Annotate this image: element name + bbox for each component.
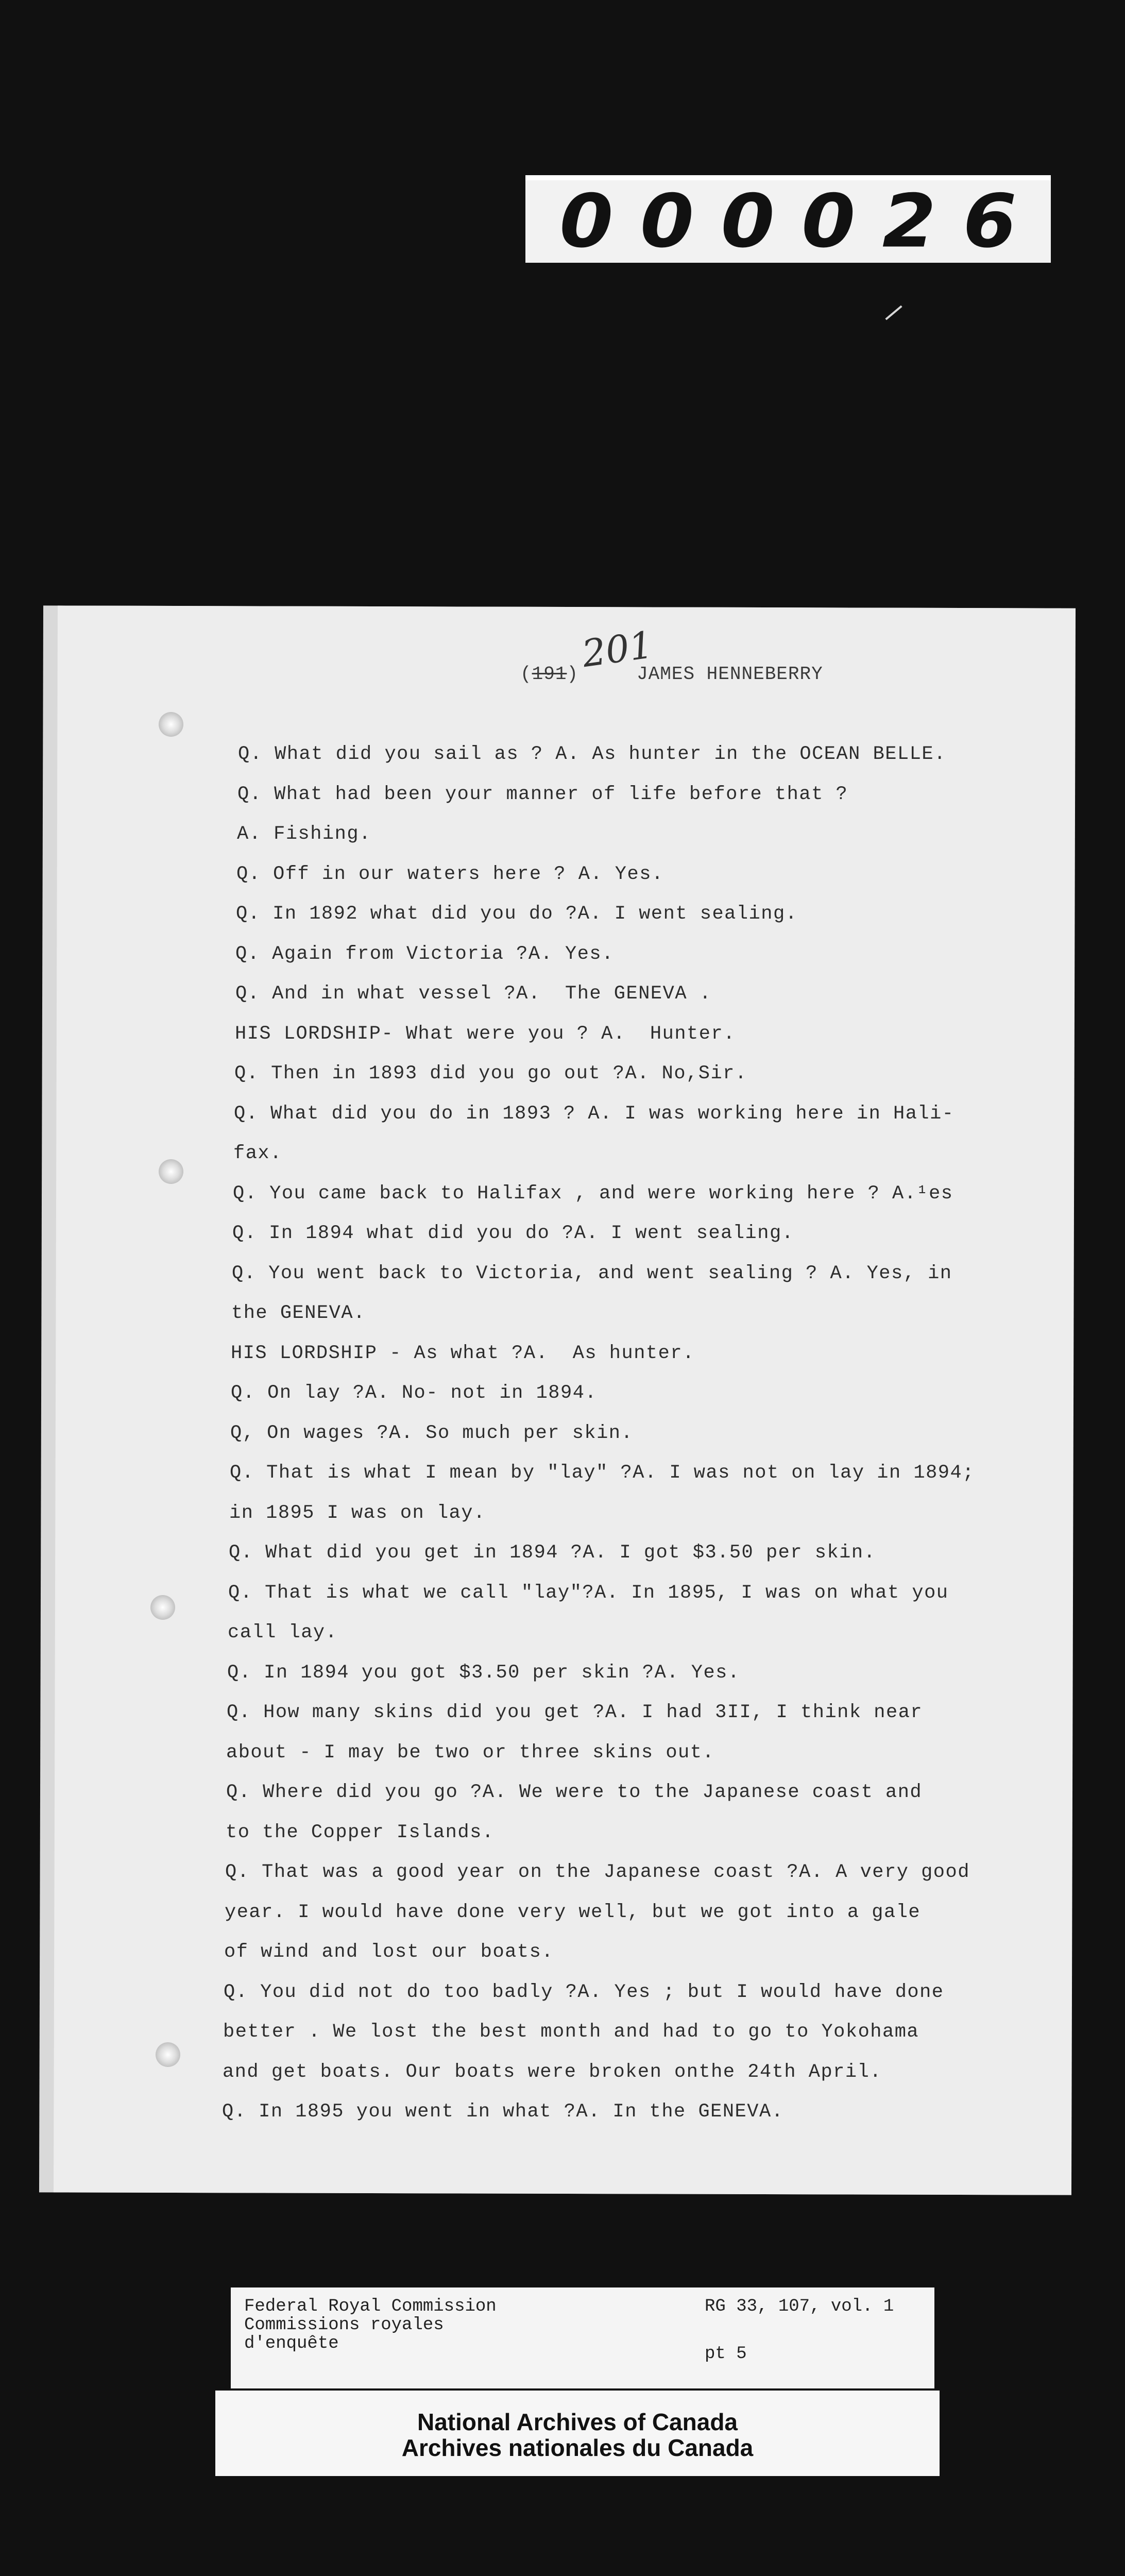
page-header [520, 664, 823, 685]
transcript-line: year. I would have done very well, but we got into a gale [225, 1902, 921, 1923]
handwritten-page-number: 201 [579, 622, 656, 676]
transcript-line: A. Fishing. [237, 823, 371, 845]
frame-digit: 2 [882, 179, 936, 264]
transcript-line: Q. What did you get in 1894 ?A. I got $3.50 per skin. [229, 1542, 876, 1564]
header-open-paren: ( [520, 664, 532, 685]
transcript-line: Q. What did you sail as ? A. As hunter in the OCEAN BELLE. [238, 743, 946, 765]
transcript-line: Q. That was a good year on the Japanese coast ?A. A very good [225, 1861, 970, 1883]
collection-name [244, 2298, 497, 2353]
collection-line: d'enquête [244, 2334, 339, 2353]
frame-digit: 0 [559, 179, 613, 264]
transcript-line: Q. You came back to Halifax , and were working here ? A.¹es [233, 1183, 953, 1205]
transcript-line: of wind and lost our boats. [224, 1941, 554, 1963]
archive-name-french: Archives nationales du Canada [401, 2434, 754, 2461]
transcript-line: Q. What did you do in 1893 ? A. I was working here in Hali- [234, 1103, 954, 1125]
frame-digit: 0 [721, 179, 775, 264]
collection-line: Commissions royales [244, 2315, 444, 2335]
punch-hole [150, 1595, 175, 1620]
transcript-line: call lay. [228, 1622, 338, 1643]
frame-number [525, 175, 1051, 263]
film-scratch [885, 306, 902, 320]
transcript-line: Q. In 1892 what did you do ?A. I went sealing. [236, 903, 798, 925]
header-close-paren: ) [567, 664, 579, 685]
transcript-line: Q. You did not do too badly ?A. Yes ; but I would have done [224, 1981, 944, 2003]
transcript-line: to the Copper Islands. [226, 1822, 495, 1843]
frame-digit: 6 [963, 179, 1017, 264]
transcript-line: Q. You went back to Victoria, and went sealing ? A. Yes, in [232, 1263, 952, 1284]
transcript-line: Q. In 1894 what did you do ?A. I went sealing. [232, 1223, 794, 1244]
transcript-line: Q. That is what we call "lay"?A. In 1895, I was on what you [228, 1582, 949, 1604]
transcript-line: Q. That is what I mean by "lay" ?A. I was not on lay in 1894; [230, 1462, 975, 1484]
frame-digit: 0 [802, 179, 856, 264]
transcript-line: Q. In 1895 you went in what ?A. In the GENEVA. [222, 2101, 784, 2123]
transcript-line: Q. In 1894 you got $3.50 per skin ?A. Yes. [227, 1662, 740, 1684]
transcript-line: Q, On wages ?A. So much per skin. [230, 1422, 634, 1444]
transcript-line: in 1895 I was on lay. [229, 1502, 486, 1524]
transcript-line: better . We lost the best month and had to go to Yokohama [223, 2021, 919, 2043]
punch-hole [159, 712, 183, 737]
collection-label [231, 2287, 934, 2388]
archive-credit [215, 2391, 940, 2476]
transcript-line: Q. Off in our waters here ? A. Yes. [236, 863, 664, 885]
transcript-line: Q. Again from Victoria ?A. Yes. [235, 943, 614, 965]
record-group-reference: RG 33, 107, vol. 1 [705, 2297, 894, 2316]
collection-line: Federal Royal Commission [244, 2297, 497, 2316]
transcript-line: about - I may be two or three skins out. [226, 1742, 715, 1764]
frame-digit: 0 [640, 179, 694, 264]
transcript-line: Q. What had been your manner of life before that ? [237, 784, 848, 805]
transcript-line: HIS LORDSHIP - As what ?A. As hunter. [231, 1343, 695, 1364]
transcript-line: Q. How many skins did you get ?A. I had 3II, I think near [227, 1702, 923, 1723]
transcript-line: Q. On lay ?A. No- not in 1894. [231, 1382, 598, 1404]
struck-page-number: 191 [532, 664, 567, 685]
punch-hole [156, 2042, 180, 2067]
transcript-line: fax. [233, 1143, 282, 1164]
witness-name: JAMES HENNEBERRY [637, 664, 823, 685]
transcript-line: Q. Then in 1893 did you go out ?A. No,Sir. [234, 1063, 747, 1084]
transcript-line: and get boats. Our boats were broken onthe 24th April. [223, 2061, 882, 2083]
transcript-line: HIS LORDSHIP- What were you ? A. Hunter. [235, 1023, 736, 1045]
part-number: pt 5 [705, 2344, 747, 2364]
transcript-line: Q. And in what vessel ?A. The GENEVA . [235, 983, 712, 1005]
transcript-line: Q. Where did you go ?A. We were to the Japanese coast and [226, 1782, 923, 1803]
archive-name-english: National Archives of Canada [417, 2409, 738, 2435]
punch-hole [159, 1159, 183, 1184]
transcript-line: the GENEVA. [231, 1302, 366, 1324]
